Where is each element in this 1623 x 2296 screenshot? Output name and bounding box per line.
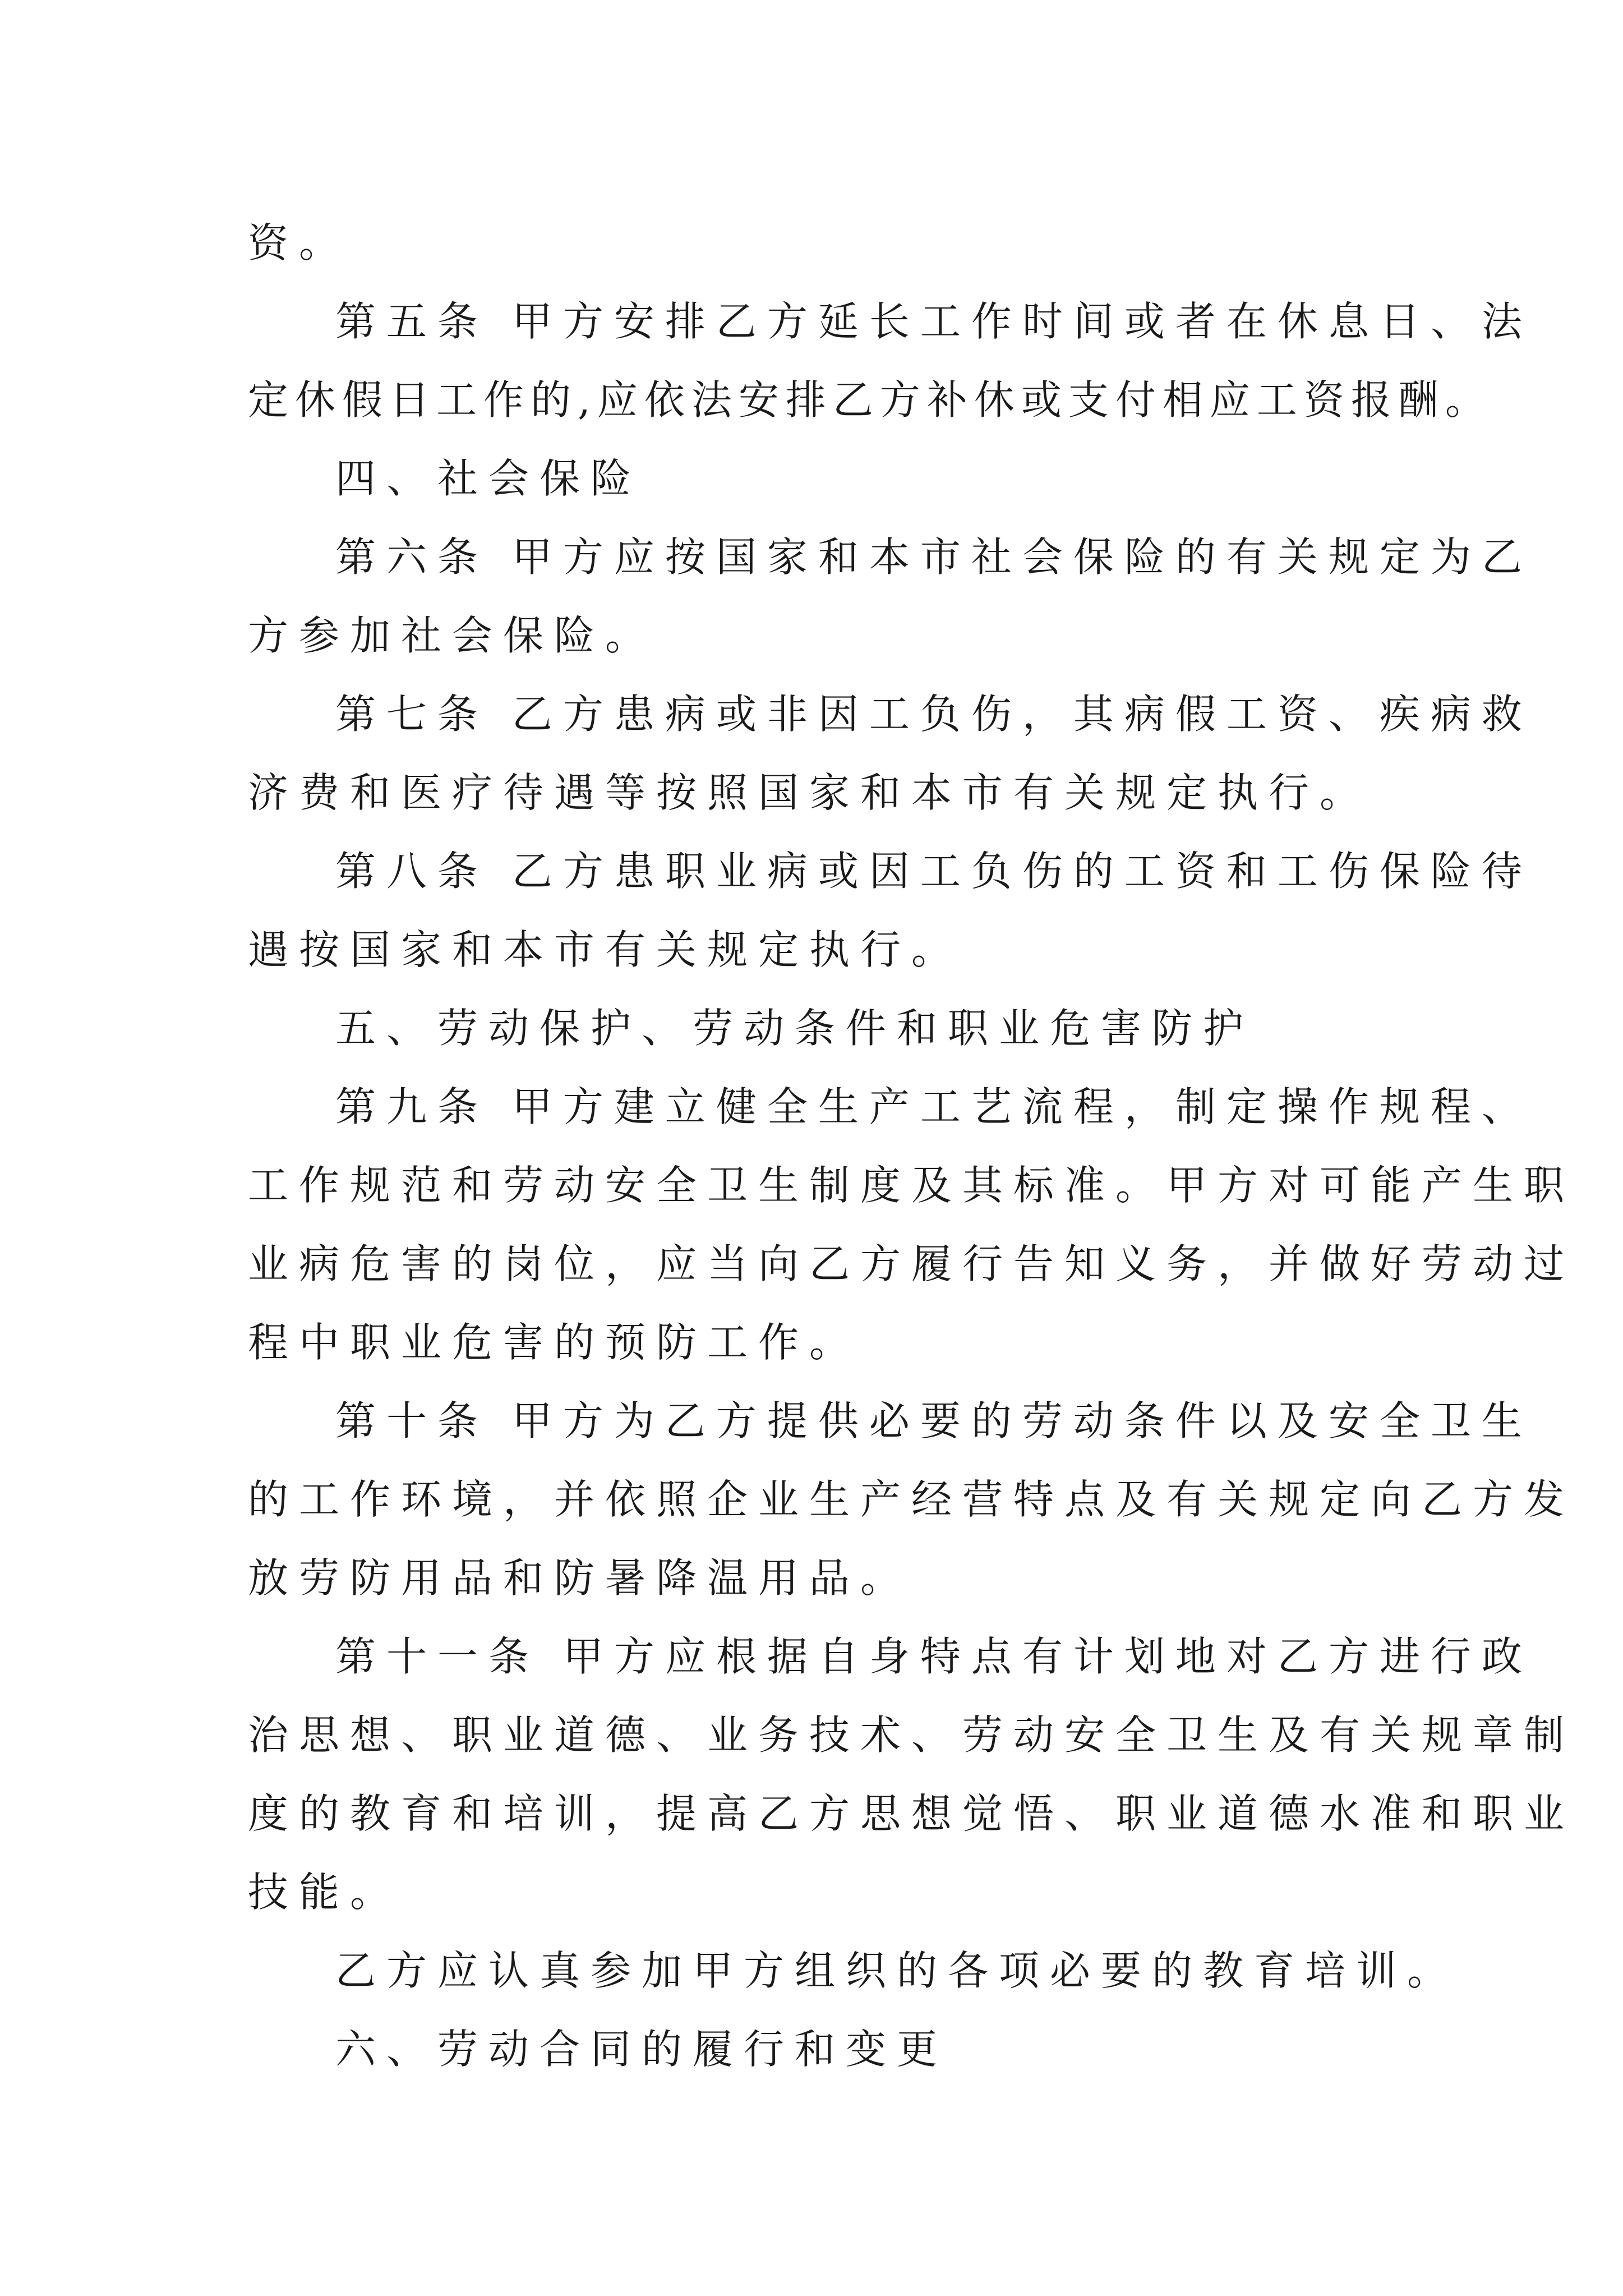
text-line-17: 的工作环境，并依照企业生产经营特点及有关规定向乙方发 — [248, 1476, 1575, 1523]
section-heading-social-insurance: 四、社会保险 — [335, 455, 642, 502]
text-line-2: 第五条 甲方安排乙方延长工作时间或者在休息日、法 — [335, 298, 1533, 345]
text-line-1: 资。 — [248, 219, 351, 266]
text-line-18: 放劳防用品和防暑降温用品。 — [248, 1554, 912, 1602]
text-line-14: 业病危害的岗位，应当向乙方履行告知义务，并做好劳动过 — [248, 1240, 1575, 1287]
text-line-23: 乙方应认真参加甲方组织的各项必要的教育培训。 — [335, 1947, 1459, 1994]
text-line-22: 技能。 — [248, 1869, 402, 1916]
text-line-7: 第七条 乙方患病或非因工负伤，其病假工资、疾病救 — [335, 691, 1533, 738]
text-line-10: 遇按国家和本市有关规定执行。 — [248, 926, 963, 973]
section-heading-labor-protection: 五、劳动保护、劳动条件和职业危害防护 — [335, 1005, 1255, 1052]
text-line-8: 济费和医疗待遇等按照国家和本市有关规定执行。 — [248, 769, 1371, 816]
text-line-19: 第十一条 甲方应根据自身特点有计划地对乙方进行政 — [335, 1633, 1533, 1680]
text-line-6: 方参加社会保险。 — [248, 612, 657, 659]
text-line-20: 治思想、职业道德、业务技术、劳动安全卫生及有关规章制 — [248, 1711, 1575, 1759]
text-line-13: 工作规范和劳动安全卫生制度及其标准。甲方对可能产生职 — [248, 1162, 1575, 1209]
text-line-21: 度的教育和培训，提高乙方思想觉悟、职业道德水准和职业 — [248, 1790, 1575, 1837]
section-heading-contract-performance: 六、劳动合同的履行和变更 — [335, 2026, 948, 2073]
text-line-15: 程中职业危害的预防工作。 — [248, 1319, 861, 1366]
text-line-16: 第十条 甲方为乙方提供必要的劳动条件以及安全卫生 — [335, 1397, 1533, 1444]
text-line-5: 第六条 甲方应按国家和本市社会保险的有关规定为乙 — [335, 533, 1533, 581]
text-line-12: 第九条 甲方建立健全生产工艺流程，制定操作规程、 — [335, 1083, 1533, 1130]
text-line-9: 第八条 乙方患职业病或因工负伤的工资和工伤保险待 — [335, 848, 1533, 895]
text-line-3: 定休假日工作的,应依法安排乙方补休或支付相应工资报酬。 — [248, 376, 1492, 424]
